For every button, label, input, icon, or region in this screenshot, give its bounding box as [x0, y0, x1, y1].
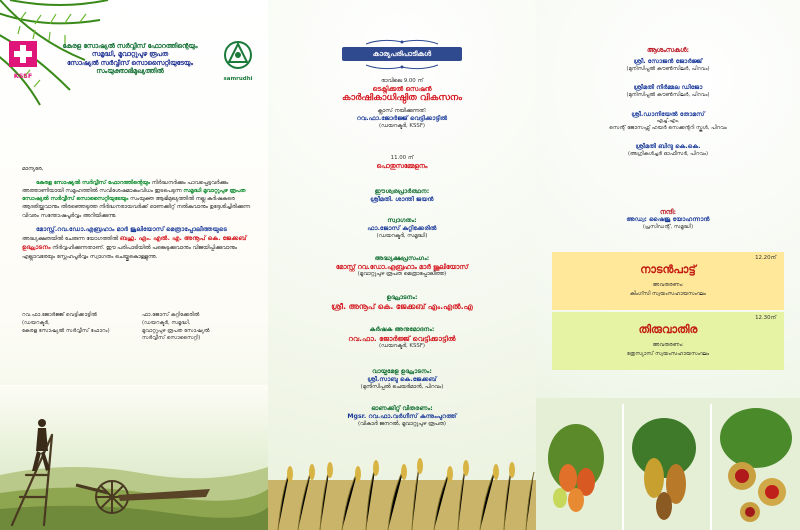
presidential-name: മോസ്റ്റ് റവ.ഡോ.എബ്രഹാം മാർ ജൂലിയോസ് — [335, 262, 469, 271]
invitation-letter — [22, 165, 254, 261]
letter-p2-title: മെത്രാപ്പോലീത്തയുടെ — [165, 225, 227, 233]
header-line-2: സമൃദ്ധി, മൂവാറ്റുപുഴ രൂപത — [91, 50, 169, 59]
prayer-name: ശ്രീമതി. ശാന്തി ജയൻ — [370, 195, 434, 203]
time-morning: രാവിലെ 9.00 ന് — [381, 78, 423, 84]
thanks-role: (പ്രസിഡന്റ്, സമൃദ്ധി) — [642, 223, 694, 230]
welcome-block — [268, 217, 536, 239]
header-line-4: സംയുക്താഭിമുഖ്യത്തിൽ — [96, 67, 164, 76]
thanks-name: അഡ്വ: ഷൈജു യോഹന്നാൻ — [626, 216, 710, 223]
sig2-line3: സർവ്വീസ് സൊസൈറ്റി) — [142, 335, 201, 342]
samrudhi-logo-text: samrudhi — [223, 76, 253, 82]
public-meeting-block — [268, 155, 536, 170]
greet-1-name: ശ്രീ. സോജൻ ജോർജ്ജ് — [633, 58, 703, 65]
letter-p1-body-a: നിർദ്ധനർക്കും പാവപ്പെട്ടവർക്കും അത്താണിയായി സമൂഹത്തിൽ സവിശേഷമാകുംവിധം ഇടപെടുന്ന — [22, 180, 229, 195]
sig1-line2: കേരള സോഷ്യൽ സർവ്വീസ് ഫോറം) — [22, 327, 110, 334]
letter-p1-samrudhi: സമൃദ്ധി മൂവാറ്റുപുഴ രൂപത സോഷ്യൽ സർവ്വീസ് സൊസൈറ്റിയുടേയും — [22, 188, 246, 203]
letter-paragraph-2 — [22, 225, 254, 261]
welcome-label: സ്വാഗതം: — [387, 217, 417, 224]
technical-session-heading: ടെക്നിക്കൽ സെഷൻ — [372, 84, 432, 93]
onam-kit-name: Mgsr. റവ.ഫാ.വർഗീസ് കുന്നുംപുറത്ത് — [347, 412, 457, 420]
folk-song-label: അവതരണം: — [652, 282, 684, 288]
greet-3-role: എച്ച്.എം. — [656, 118, 680, 125]
fruits-photo — [536, 398, 800, 530]
folk-song-title: നാടൻപാട്ട് — [640, 263, 696, 276]
inauguration-block — [268, 294, 536, 311]
folk-song-by: കിംഗ്സി സ്വയംസഹായസംഘം — [630, 291, 706, 297]
loan-fair-block — [268, 368, 536, 390]
sig1-line1: (ഡയറക്ടർ, — [22, 319, 50, 326]
letter-p2-mla: ബഹു. എം. എൽ. എ. അനൂപ് കെ. ജേക്കബ് ഉദ്ഘാടനം — [22, 234, 247, 252]
greetings-label: ആശംസകൾ: — [646, 46, 690, 54]
salutation: മാന്യരേ, — [22, 166, 44, 172]
inauguration-label: ഉദ്ഘാടനം: — [386, 294, 418, 301]
greet-2-role: (മുനിസിപ്പൽ കൗൺസിലർ, പിറവം) — [626, 92, 710, 98]
session-1-block — [268, 78, 536, 129]
kssf-cross-icon — [8, 40, 38, 68]
inauguration-name: ശ്രീ. അനൂപ് കെ. ജേക്കബ് എം.എൽ.എ — [331, 301, 473, 311]
sig2-line1: (ഡയറക്ടർ, സമൃദ്ധി, — [142, 319, 191, 326]
welcome-role: (ഡയറക്ടർ, സമൃദ്ധി) — [376, 232, 428, 239]
letter-p2-bishop: മോസ്റ്റ്.റവ.ഡോ.എബ്രഹാം മാർ ജൂലിയോസ് — [36, 225, 165, 233]
prayer-block — [268, 188, 536, 204]
thanks-block — [536, 208, 800, 230]
header-line-1: കേരള സോഷ്യൽ സർവ്വീസ് ഫോറത്തിന്റെയും — [62, 42, 198, 50]
bottom-flourish-ornament — [362, 63, 442, 71]
time-public-meeting: 11.00 ന് — [390, 155, 414, 161]
loan-fair-label: വായ്പമേള ഉദ്ഘാടനം: — [372, 368, 432, 375]
thiruvathira-title: തിരുവാതിര — [638, 323, 698, 336]
organizer-header — [44, 42, 216, 76]
greet-4-role: (അഗ്രികൾച്ചർ ഓഫീസർ, പിറവം) — [627, 151, 709, 157]
sig2-line2: മൂവാറ്റുപുഴ രൂപത സോഷ്യൽ — [142, 327, 210, 334]
sig1-name: റവ.ഫാ.ജോർജ്ജ് വെട്ടിക്കാട്ടിൽ — [22, 312, 98, 318]
loan-fair-name: ശ്രീ.സാബു കെ.ജേക്കബ് — [367, 375, 437, 383]
kssf-logo — [8, 40, 38, 78]
thiruvathira-label: അവതരണം: — [652, 342, 684, 348]
programme-panel — [268, 0, 536, 530]
letter-paragraph-1 — [22, 179, 254, 220]
top-flourish-ornament — [362, 38, 442, 46]
presidential-block — [268, 255, 536, 278]
folk-song-time: 12.20ന് — [755, 255, 776, 261]
greet-1-role: (മുനിസിപ്പൽ കൗൺസിലർ, പിറവം) — [626, 65, 710, 72]
presidential-role: (മൂവാറ്റുപുഴ രൂപത മെത്രാപ്പോലീത്ത) — [357, 270, 447, 277]
thiruvathira-by: ത്രേസ്യാസ് സ്വയംസഹായസംഘം — [626, 351, 710, 357]
class-leader-role: (ഡയറക്ടർ, KSSF) — [378, 122, 426, 129]
farmer-honour-label: കർഷക അനുമോദനം: — [369, 326, 435, 333]
signature-2 — [142, 312, 262, 343]
programme-title: കാര്യപരിപാടികൾ — [342, 47, 462, 61]
samrudhi-emblem-icon — [218, 40, 258, 72]
greet-3-role-2: സെന്റ് ജോസഫ്സ് ഹയർ സെക്കന്ററി സ്കൂൾ, പിറവം — [609, 124, 727, 131]
thiruvathira-band — [552, 312, 784, 370]
samrudhi-logo — [218, 40, 258, 80]
session-topic: കാർഷികാധിഷ്ഠിത വികസനം — [341, 92, 463, 103]
greet-3-name: ശ്രീ.ഡാനിയേൽ തോമസ് — [631, 110, 705, 118]
paddy-field-illustration — [268, 440, 536, 530]
farmer-honour-role: (ഡയറക്ടർ, KSSF) — [378, 342, 426, 349]
signature-1 — [22, 312, 132, 335]
class-leader-name: റവ.ഫാ.ജോർജ്ജ് വെട്ടിക്കാട്ടിൽ — [356, 114, 448, 122]
letter-p2-body-a: അദ്ധ്യക്ഷതയിൽ ചേരുന്ന യോഗത്തിൽ — [22, 235, 120, 242]
prayer-label: ഈശ്വരപ്രാർത്ഥന: — [374, 188, 430, 195]
greet-4-name: ശ്രീമതി ബിന്ദു കെ.കെ. — [635, 143, 701, 151]
farmer-field-illustration — [0, 385, 268, 530]
header-line-3: സോഷ്യൽ സർവ്വീസ് സൊസൈറ്റിയുടേയും — [67, 58, 193, 67]
folk-song-band — [552, 252, 784, 310]
onam-kit-role: (വികാർ ജനറൽ, മൂവാറ്റുപുഴ രൂപത) — [357, 420, 447, 427]
class-label: ക്ലാസ് നയിക്കുന്നത്: — [377, 108, 427, 114]
invitation-panel — [0, 0, 268, 530]
presidential-label: അദ്ധ്യക്ഷപ്രസംഗം: — [374, 255, 430, 262]
kssf-logo-text: KSSF — [13, 72, 33, 80]
onam-kit-label: ഓണക്കിറ്റ് വിതരണം: — [371, 405, 433, 412]
onam-kit-block — [268, 405, 536, 427]
thiruvathira-time: 12.30ന് — [755, 315, 776, 321]
loan-fair-role: (മുനിസിപ്പൽ ചെയർമാൻ, പിറവം) — [360, 383, 444, 390]
farmer-honour-block — [268, 326, 536, 350]
welcome-name: ഫാ.ജോസ് കുറ്റിക്കേരിൽ — [367, 224, 437, 232]
thanks-label: നന്ദി: — [659, 208, 677, 216]
greet-2-name: ശ്രീമതി നിർമ്മല ഡിജോ — [633, 84, 703, 92]
public-meeting-heading: പൊതുസമ്മേളനം — [376, 161, 428, 170]
letter-p2-body-b: നിർവ്വഹിക്കുന്നതാണ്. ഈ പരിപാടിയിൽ പങ്കെടുക്കുവാനും വിജയിപ്പിക്കുവാനും എല്ലാവരേയും സ്നേഹപൂർവ്വം സ്വാഗതം ചെയ്തുകൊള്ളുന്നു. — [22, 245, 238, 260]
greetings-block — [536, 46, 800, 158]
letter-p1-kssf: കേരള സോഷ്യൽ സർവ്വീസ് ഫോറത്തിന്റെയും — [36, 180, 150, 187]
sig2-name: ഫാ.ജോസ് കുറ്റിക്കേരിൽ — [142, 312, 200, 318]
greetings-panel — [536, 0, 800, 530]
letter-p1-body-b: സംയുക്ത ആഭിമുഖ്യത്തിൽ നല്ല കർഷകരെ ആദരിയ്ക്കുവാനും തിരഞ്ഞെടുത്ത നിർദ്ധനരായവർക്ക് ഓണക്കിറ്റ് നൽകുവാനും ഉദ്ദേശിച്ചിരിക്കുന്ന വിവരം സന്തോഷപൂർവ്വം അറിയിക്കുന്നു. — [22, 196, 251, 219]
farmer-honour-name: റവ.ഫാ. ജോർജ്ജ് വെട്ടിക്കാട്ടിൽ — [348, 333, 456, 343]
